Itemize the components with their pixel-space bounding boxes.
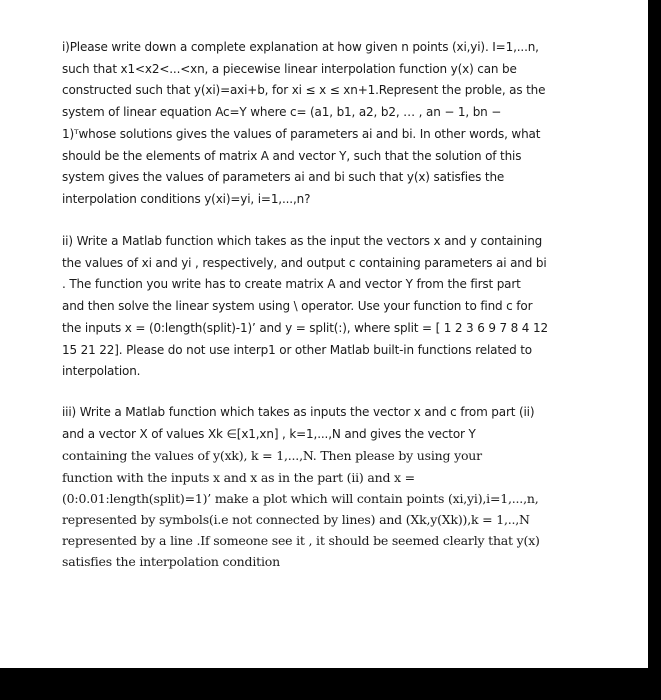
part-2-line: ii) Write a Matlab function which takes as the input the vectors x and y containing: [62, 234, 543, 248]
question-part-1: [62, 37, 622, 211]
question-part-2: [62, 231, 622, 383]
part-2-line: and then solve the linear system using \ operator. Use your function to find c for: [62, 299, 533, 314]
part-1-line: system of linear equation Ac=Y where c= (a1, b1, a2, b2, … , an − 1, bn −: [62, 105, 502, 120]
part-3-line: function with the inputs x and x as in the part (ii) and x =: [62, 469, 415, 485]
question-part-3: [62, 402, 622, 573]
part-1-line: i)Please write down a complete explanation at how given n points (xi,yi). I=1,...n,: [62, 40, 539, 54]
part-2-line: the values of xi and yi , respectively, and output c containing parameters ai and bi: [62, 255, 547, 270]
part-1-line: 1)ᵀwhose solutions gives the values of parameters ai and bi. In other words, what: [62, 126, 541, 141]
part-3-line: iii) Write a Matlab function which takes as inputs the vector x and c from part (ii): [62, 405, 535, 419]
part-3-line: represented by a line .If someone see it , it should be seemed clearly that y(x): [62, 533, 540, 549]
part-1-line: interpolation conditions y(xi)=yi, i=1,...,n?: [62, 191, 311, 206]
part-1-line: such that x1<x2<...<xn, a piecewise linear interpolation function y(x) can be: [62, 61, 517, 76]
part-2-line: . The function you write has to create matrix A and vector Y from the first part: [62, 277, 521, 292]
part-3-line: represented by symbols(i.e not connected by lines) and (Xk,y(Xk)),k = 1,..,N: [62, 512, 530, 528]
part-1-line: constructed such that y(xi)=axi+b, for xi ≤ x ≤ xn+1.Represent the proble, as the: [62, 83, 546, 98]
part-3-line: and a vector X of values Xk ∈[x1,xn] , k=1,...,N and gives the vector Y: [62, 426, 476, 441]
part-1-line: should be the elements of matrix A and vector Y, such that the solution of this: [62, 148, 522, 163]
part-3-line: containing the values of y(xk), k = 1,...,N. Then please by using your: [62, 448, 482, 464]
part-2-line: interpolation.: [62, 364, 141, 379]
part-1-line: system gives the values of parameters ai and bi such that y(x) satisfies the: [62, 170, 505, 185]
part-3-line: (0:0.01:length(split)=1)’ make a plot which will contain points (xi,yi),i=1,...,n,: [62, 490, 539, 506]
part-2-line: 15 21 22]. Please do not use interp1 or other Matlab built-in functions related to: [62, 342, 533, 357]
part-3-line: satisfies the interpolation condition: [62, 554, 280, 570]
part-2-line: the inputs x = (0:length(split)-1)’ and y = split(:), where split = [ 1 2 3 6 9 7 8 4 12: [62, 320, 548, 335]
